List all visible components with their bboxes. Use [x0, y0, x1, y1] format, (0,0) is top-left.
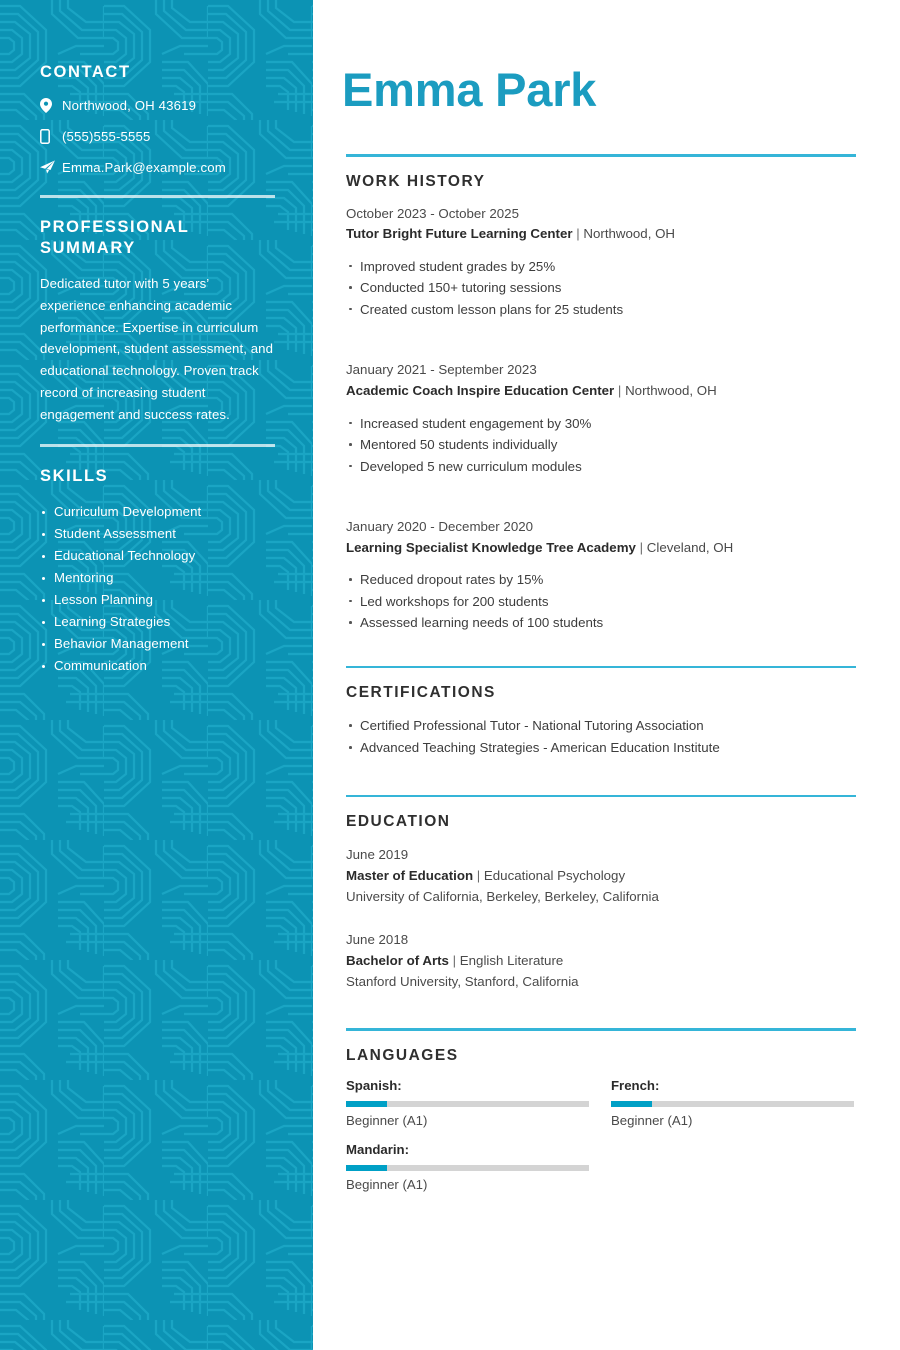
education-field: English Literature	[459, 953, 564, 968]
work-job-title: Learning Specialist Knowledge Tree Academy	[346, 539, 636, 555]
skills-section	[40, 466, 275, 676]
sidebar-divider-2	[40, 444, 275, 447]
education-separator: |	[448, 953, 460, 968]
work-title-line	[346, 381, 856, 402]
professional-summary-heading	[40, 217, 275, 259]
education-degree-line	[346, 865, 856, 886]
language-item	[611, 1078, 856, 1128]
language-proficiency-bar	[346, 1101, 589, 1107]
list-item: Mentoring	[40, 567, 275, 589]
main-content	[342, 0, 856, 1206]
language-proficiency-bar	[346, 1165, 589, 1171]
work-history-heading: WORK HISTORY	[346, 172, 486, 190]
languages-grid	[346, 1078, 856, 1206]
work-location: Northwood, OH	[625, 382, 717, 398]
list-item: Certified Professional Tutor - National Tutoring Association	[346, 715, 856, 737]
education-section	[346, 795, 856, 993]
list-item: Learning Strategies	[40, 611, 275, 633]
work-bullets	[346, 256, 856, 321]
language-name: Spanish:	[346, 1077, 402, 1093]
languages-section	[346, 1028, 856, 1206]
list-item: Developed 5 new curriculum modules	[346, 456, 856, 478]
education-degree: Master of Education	[346, 868, 474, 883]
certifications-section	[346, 666, 856, 759]
education-date: June 2019	[346, 847, 409, 862]
work-dates: January 2021 - September 2023	[346, 362, 537, 378]
work-separator: |	[614, 382, 626, 398]
language-name: French:	[611, 1077, 660, 1093]
education-entry	[346, 844, 856, 907]
skills-heading: SKILLS	[40, 467, 109, 486]
list-item: Increased student engagement by 30%	[346, 413, 856, 435]
work-job-title: Academic Coach Inspire Education Center	[346, 382, 615, 398]
section-divider	[346, 795, 856, 798]
work-entry	[346, 517, 856, 634]
list-item: Communication	[40, 655, 275, 677]
contact-item-address	[40, 97, 275, 115]
work-title-line	[346, 224, 856, 245]
list-item: Led workshops for 200 students	[346, 591, 856, 613]
list-item: Student Assessment	[40, 523, 275, 545]
contact-email-text: Emma.Park@example.com	[62, 159, 226, 175]
language-proficiency-fill	[611, 1101, 652, 1107]
skills-list	[40, 501, 275, 676]
contact-address-text: Northwood, OH 43619	[62, 98, 197, 114]
language-level: Beginner (A1)	[346, 1176, 428, 1192]
summary-heading-line1: PROFESSIONAL	[40, 217, 190, 236]
list-item: Advanced Teaching Strategies - American Education Institute	[346, 737, 856, 759]
work-location: Northwood, OH	[583, 226, 676, 242]
language-name: Mandarin:	[346, 1141, 410, 1157]
work-history-section	[346, 154, 856, 634]
education-date: June 2018	[346, 932, 409, 947]
languages-heading: LANGUAGES	[346, 1046, 459, 1064]
section-divider	[346, 1028, 856, 1031]
list-item: Assessed learning needs of 100 students	[346, 612, 856, 634]
sidebar-divider-1	[40, 195, 275, 198]
work-separator: |	[572, 226, 584, 242]
list-item: Created custom lesson plans for 25 students	[346, 299, 856, 321]
list-item: Mentored 50 students individually	[346, 434, 856, 456]
contact-item-email	[40, 159, 275, 177]
work-bullets	[346, 569, 856, 634]
work-separator: |	[635, 539, 647, 555]
education-entry	[346, 929, 856, 992]
summary-heading-line2: SUMMARY	[40, 238, 136, 257]
certifications-list	[346, 715, 856, 758]
list-item: Conducted 150+ tutoring sessions	[346, 277, 856, 299]
contact-item-phone	[40, 128, 275, 146]
education-degree: Bachelor of Arts	[346, 953, 449, 968]
sidebar	[0, 0, 313, 1350]
section-divider	[346, 154, 856, 157]
language-level: Beginner (A1)	[346, 1112, 428, 1128]
language-proficiency-fill	[346, 1101, 387, 1107]
contact-phone-text: (555)555-5555	[62, 128, 151, 144]
education-school: University of California, Berkeley, Berkeley, California	[346, 889, 659, 904]
list-item: Educational Technology	[40, 545, 275, 567]
contact-list	[40, 97, 275, 176]
education-field: Educational Psychology	[483, 868, 626, 883]
paper-plane-icon	[40, 159, 62, 174]
language-proficiency-bar	[611, 1101, 854, 1107]
language-item	[346, 1078, 591, 1128]
list-item: Curriculum Development	[40, 501, 275, 523]
list-item: Improved student grades by 25%	[346, 256, 856, 278]
education-school: Stanford University, Stanford, California	[346, 974, 579, 989]
work-entry	[346, 204, 856, 321]
certifications-heading: CERTIFICATIONS	[346, 684, 496, 702]
work-title-line	[346, 538, 856, 559]
work-dates: January 2020 - December 2020	[346, 519, 534, 535]
mobile-phone-icon	[40, 128, 62, 144]
education-heading: EDUCATION	[346, 813, 451, 830]
education-separator: |	[473, 868, 484, 883]
language-item	[346, 1142, 591, 1192]
work-dates: October 2023 - October 2025	[346, 205, 519, 221]
language-level: Beginner (A1)	[611, 1112, 693, 1128]
list-item: Reduced dropout rates by 15%	[346, 569, 856, 591]
work-bullets	[346, 413, 856, 478]
map-pin-icon	[40, 97, 62, 113]
language-proficiency-fill	[346, 1165, 387, 1171]
list-item: Lesson Planning	[40, 589, 275, 611]
work-entry	[346, 360, 856, 477]
professional-summary-section	[40, 217, 275, 427]
contact-heading: CONTACT	[40, 63, 131, 81]
professional-summary-text: Dedicated tutor with 5 years’ experience enhancing academic performance. Expertise in curriculum development, student assessment, and educational technology. Proven track record of increasing student engagement and success rates.	[40, 275, 274, 423]
work-job-title: Tutor Bright Future Learning Center	[346, 226, 573, 242]
contact-section	[40, 62, 275, 177]
section-divider	[346, 666, 856, 669]
work-location: Cleveland, OH	[646, 539, 734, 555]
list-item: Behavior Management	[40, 633, 275, 655]
education-degree-line	[346, 950, 856, 971]
page-title: Emma Park	[342, 63, 597, 116]
